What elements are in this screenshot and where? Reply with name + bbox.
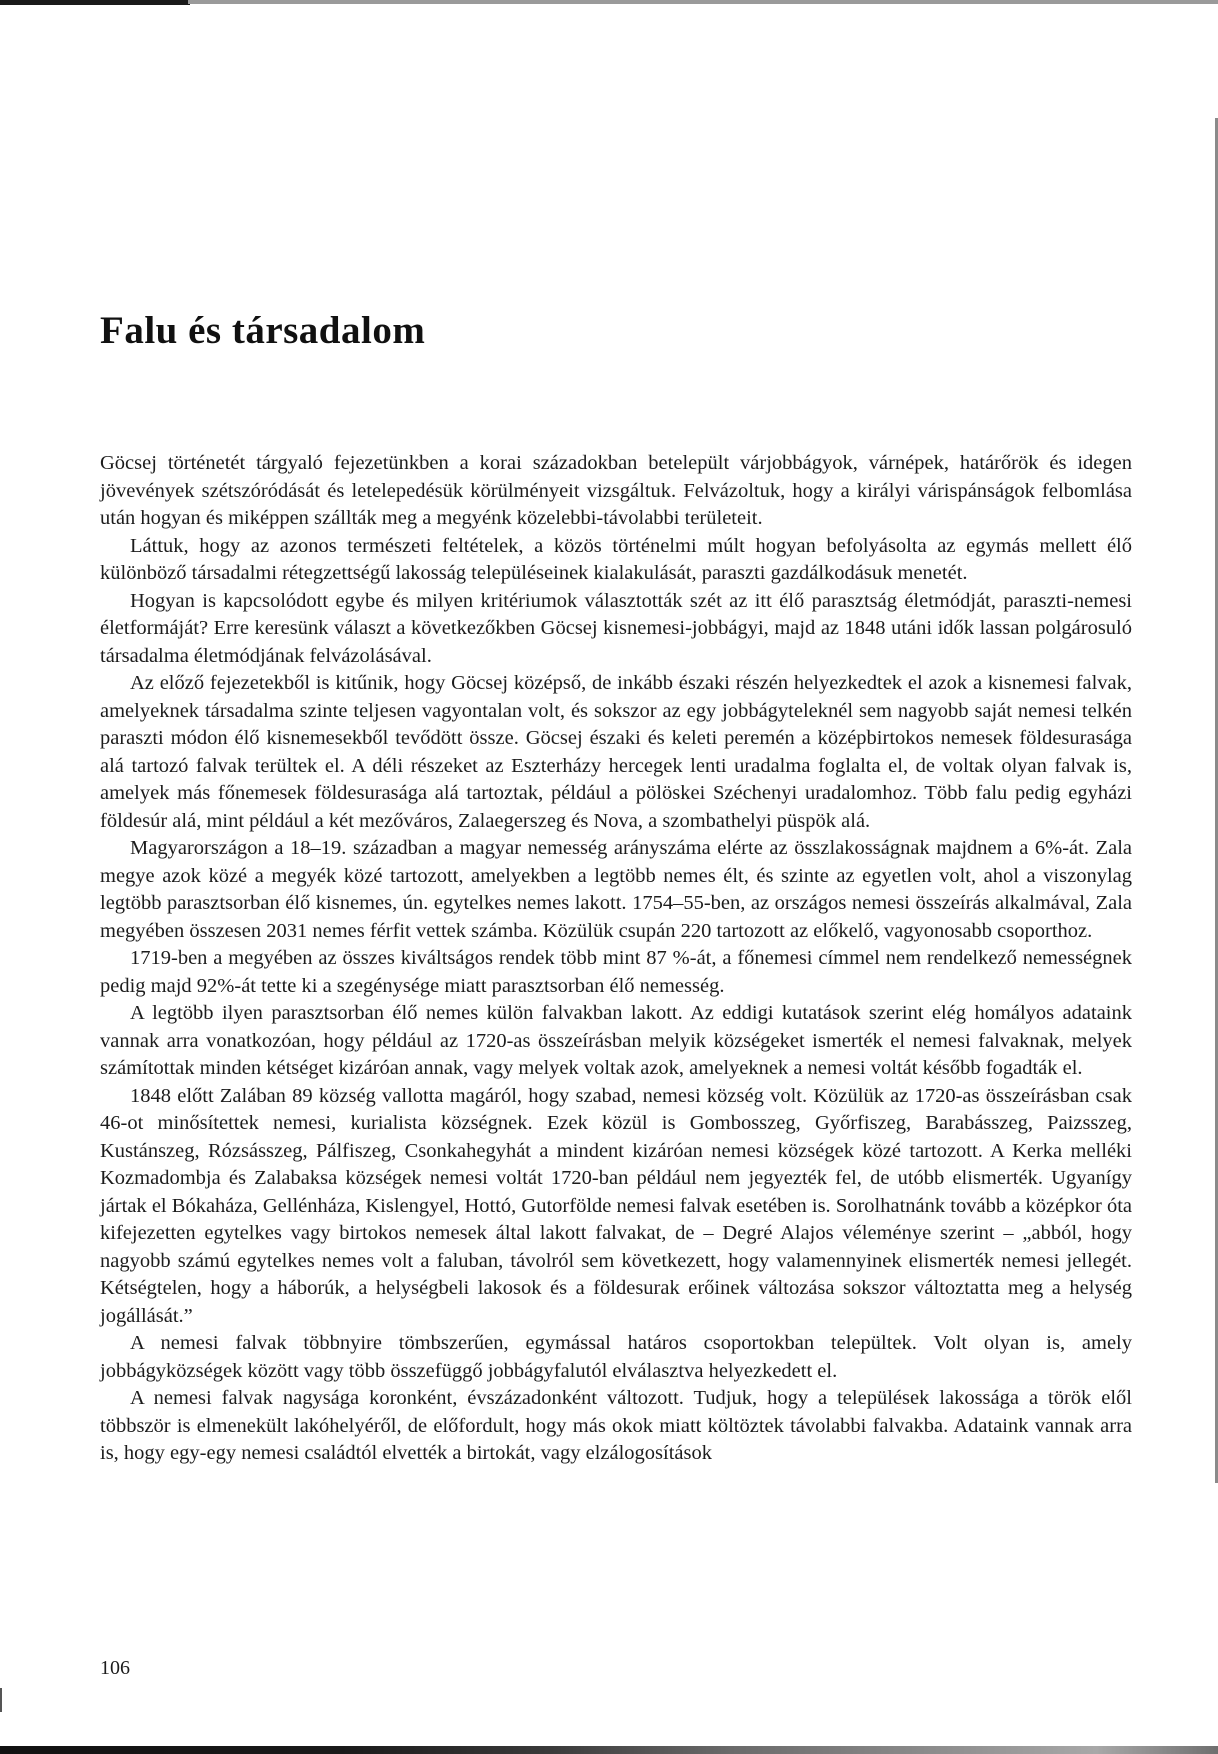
paragraph: Láttuk, hogy az azonos természeti feltételek, a közös történelmi múlt hogyan befolyásolta az egymás mellett élő különböző társadalmi rétegzettségű lakosság településeinek kialakulását, paraszti gazdálkodásuk menetét.	[100, 534, 1132, 584]
scan-edge-top-dark	[0, 0, 190, 5]
article-body	[100, 450, 1132, 1468]
scan-edge-bottom-bar	[0, 1746, 1218, 1754]
paragraph: 1848 előtt Zalában 89 község vallotta magáról, hogy szabad, nemesi község volt. Közülük az 1720-as összeírásban csak 46-ot minősítettek nemesi, kurialista községnek. Ezek közül is Gombosszeg, Győrfiszeg, Barabásszeg, Paizsszeg, Kustánszeg, Rózsásszeg, Pálfiszeg, Csonkahegyhát a mindent kizáróan nemesi községek közé tartozott. A Kerka melléki Kozmadombja és Zalabaksa községek nemesi voltát 1720-ban például nem jegyezték fel, de utóbb elismerték. Ugyanígy jártak el Bókaháza, Gellénháza, Kislengyel, Hottó, Gutorfölde nemesi falvak esetében is. Sorolhatnánk tovább a középkor óta kifejezetten egytelkes vagy birtokos nemesek által lakott falvakat, de – Degré Alajos véleménye szerint – „abból, hogy nagyobb számú egytelkes nemes volt a faluban, távolról sem következett, hogy valamennyinek elismerték nemesi jellegét. Kétségtelen, hogy a háborúk, a helységbeli lakosok és a földesurak erőinek változása sokszor változtatta meg a helység jogállását.”	[100, 1084, 1132, 1327]
chapter-title: Falu és társadalom	[100, 309, 426, 352]
paragraph: A nemesi falvak nagysága koronként, évszázadonként változott. Tudjuk, hogy a települések lakossága a török elől többször is elmenekült lakóhelyéről, de előfordult, hogy más okok miatt költöztek távolabbi falvakba. Adataink vannak arra is, hogy egy-egy nemesi családtól elvették a birtokát, vagy elzálogosítások	[100, 1387, 1132, 1464]
page-number: 106	[100, 1657, 130, 1679]
paragraph: Göcsej történetét tárgyaló fejezetünkben a korai századokban betelepült várjobbágyok, várnépek, határőrök és idegen jövevények szétszóródását és letelepedésük körülményeit vizsgáltuk. Felvázoltuk, hogy a királyi várispánságok felbomlása után hogyan és miképpen szállták meg a megyénk közelebbi-távolabbi területeit.	[100, 452, 1132, 529]
paragraph: A nemesi falvak többnyire tömbszerűen, egymással határos csoportokban települtek. Volt olyan is, amely jobbágyközségek között vagy több összefüggő jobbágyfalutól elválasztva helyezkedett el.	[100, 1332, 1132, 1382]
paragraph: Magyarországon a 18–19. században a magyar nemesség arányszáma elérte az összlakosságnak majdnem a 6%-át. Zala megye azok közé a megyék közé tartozott, amelyekben a legtöbb nemes élt, és szinte az egyetlen volt, ahol a viszonylag legtöbb parasztsorban élő kisnemes, ún. egytelkes nemes lakott. 1754–55-ben, az országos nemesi összeírás alkalmával, Zala megyében összesen 2031 nemes férfit vettek számba. Közülük csupán 220 tartozott az előkelő, vagyonosabb csoporthoz.	[100, 837, 1132, 942]
scan-edge-top-light	[188, 0, 1218, 4]
paragraph: Hogyan is kapcsolódott egybe és milyen kritériumok választották szét az itt élő parasztság életmódját, paraszti-nemesi életformáját? Erre keresünk választ a következőkben Göcsej kisnemesi-jobbágyi, majd az 1848 utáni idők lassan polgárosuló társadalma életmódjának felvázolásával.	[100, 589, 1132, 667]
paragraph: 1719-ben a megyében az összes kiváltságos rendek több mint 87 %-át, a főnemesi címmel nem rendelkező nemességnek pedig majd 92%-át tette ki a szegénysége miatt parasztsorban élő nemesség.	[100, 947, 1132, 997]
scan-edge-left-fragment	[0, 1688, 2, 1712]
paragraph: A legtöbb ilyen parasztsorban élő nemes külön falvakban lakott. Az eddigi kutatások szerint elég homályos adataink vannak arra vonatkozóan, hogy például az 1720-as összeírásban melyik községeket ismerték el nemesi falvaknak, melyek számítottak minden kétséget kizáróan annak, vagy melyek voltak azok, amelyeknek a nemesi voltát később fogadták el.	[100, 1002, 1132, 1079]
paragraph: Az előző fejezetekből is kitűnik, hogy Göcsej középső, de inkább északi részén helyezkedtek el azok a kisnemesi falvak, amelyeknek társadalma szinte teljesen vagyontalan volt, és sokszor az egy jobbágyteleknél sem nagyobb saját nemesi telkén paraszti módon élő kisnemesekből tevődött össze. Göcsej északi és keleti peremén a középbirtokos nemesek földesurasága alá tartozó falvak terültek el. A déli részeket az Eszterházy hercegek lenti uradalma foglalta el, de voltak olyan falvak is, amelyek más főnemesek földesurasága alá tartoztak, például a pölöskei Széchenyi uradalomhoz. Több falu pedig egyházi földesúr alá, mint például a két mezőváros, Zalaegerszeg és Nova, a szombathelyi püspök alá.	[100, 672, 1132, 832]
